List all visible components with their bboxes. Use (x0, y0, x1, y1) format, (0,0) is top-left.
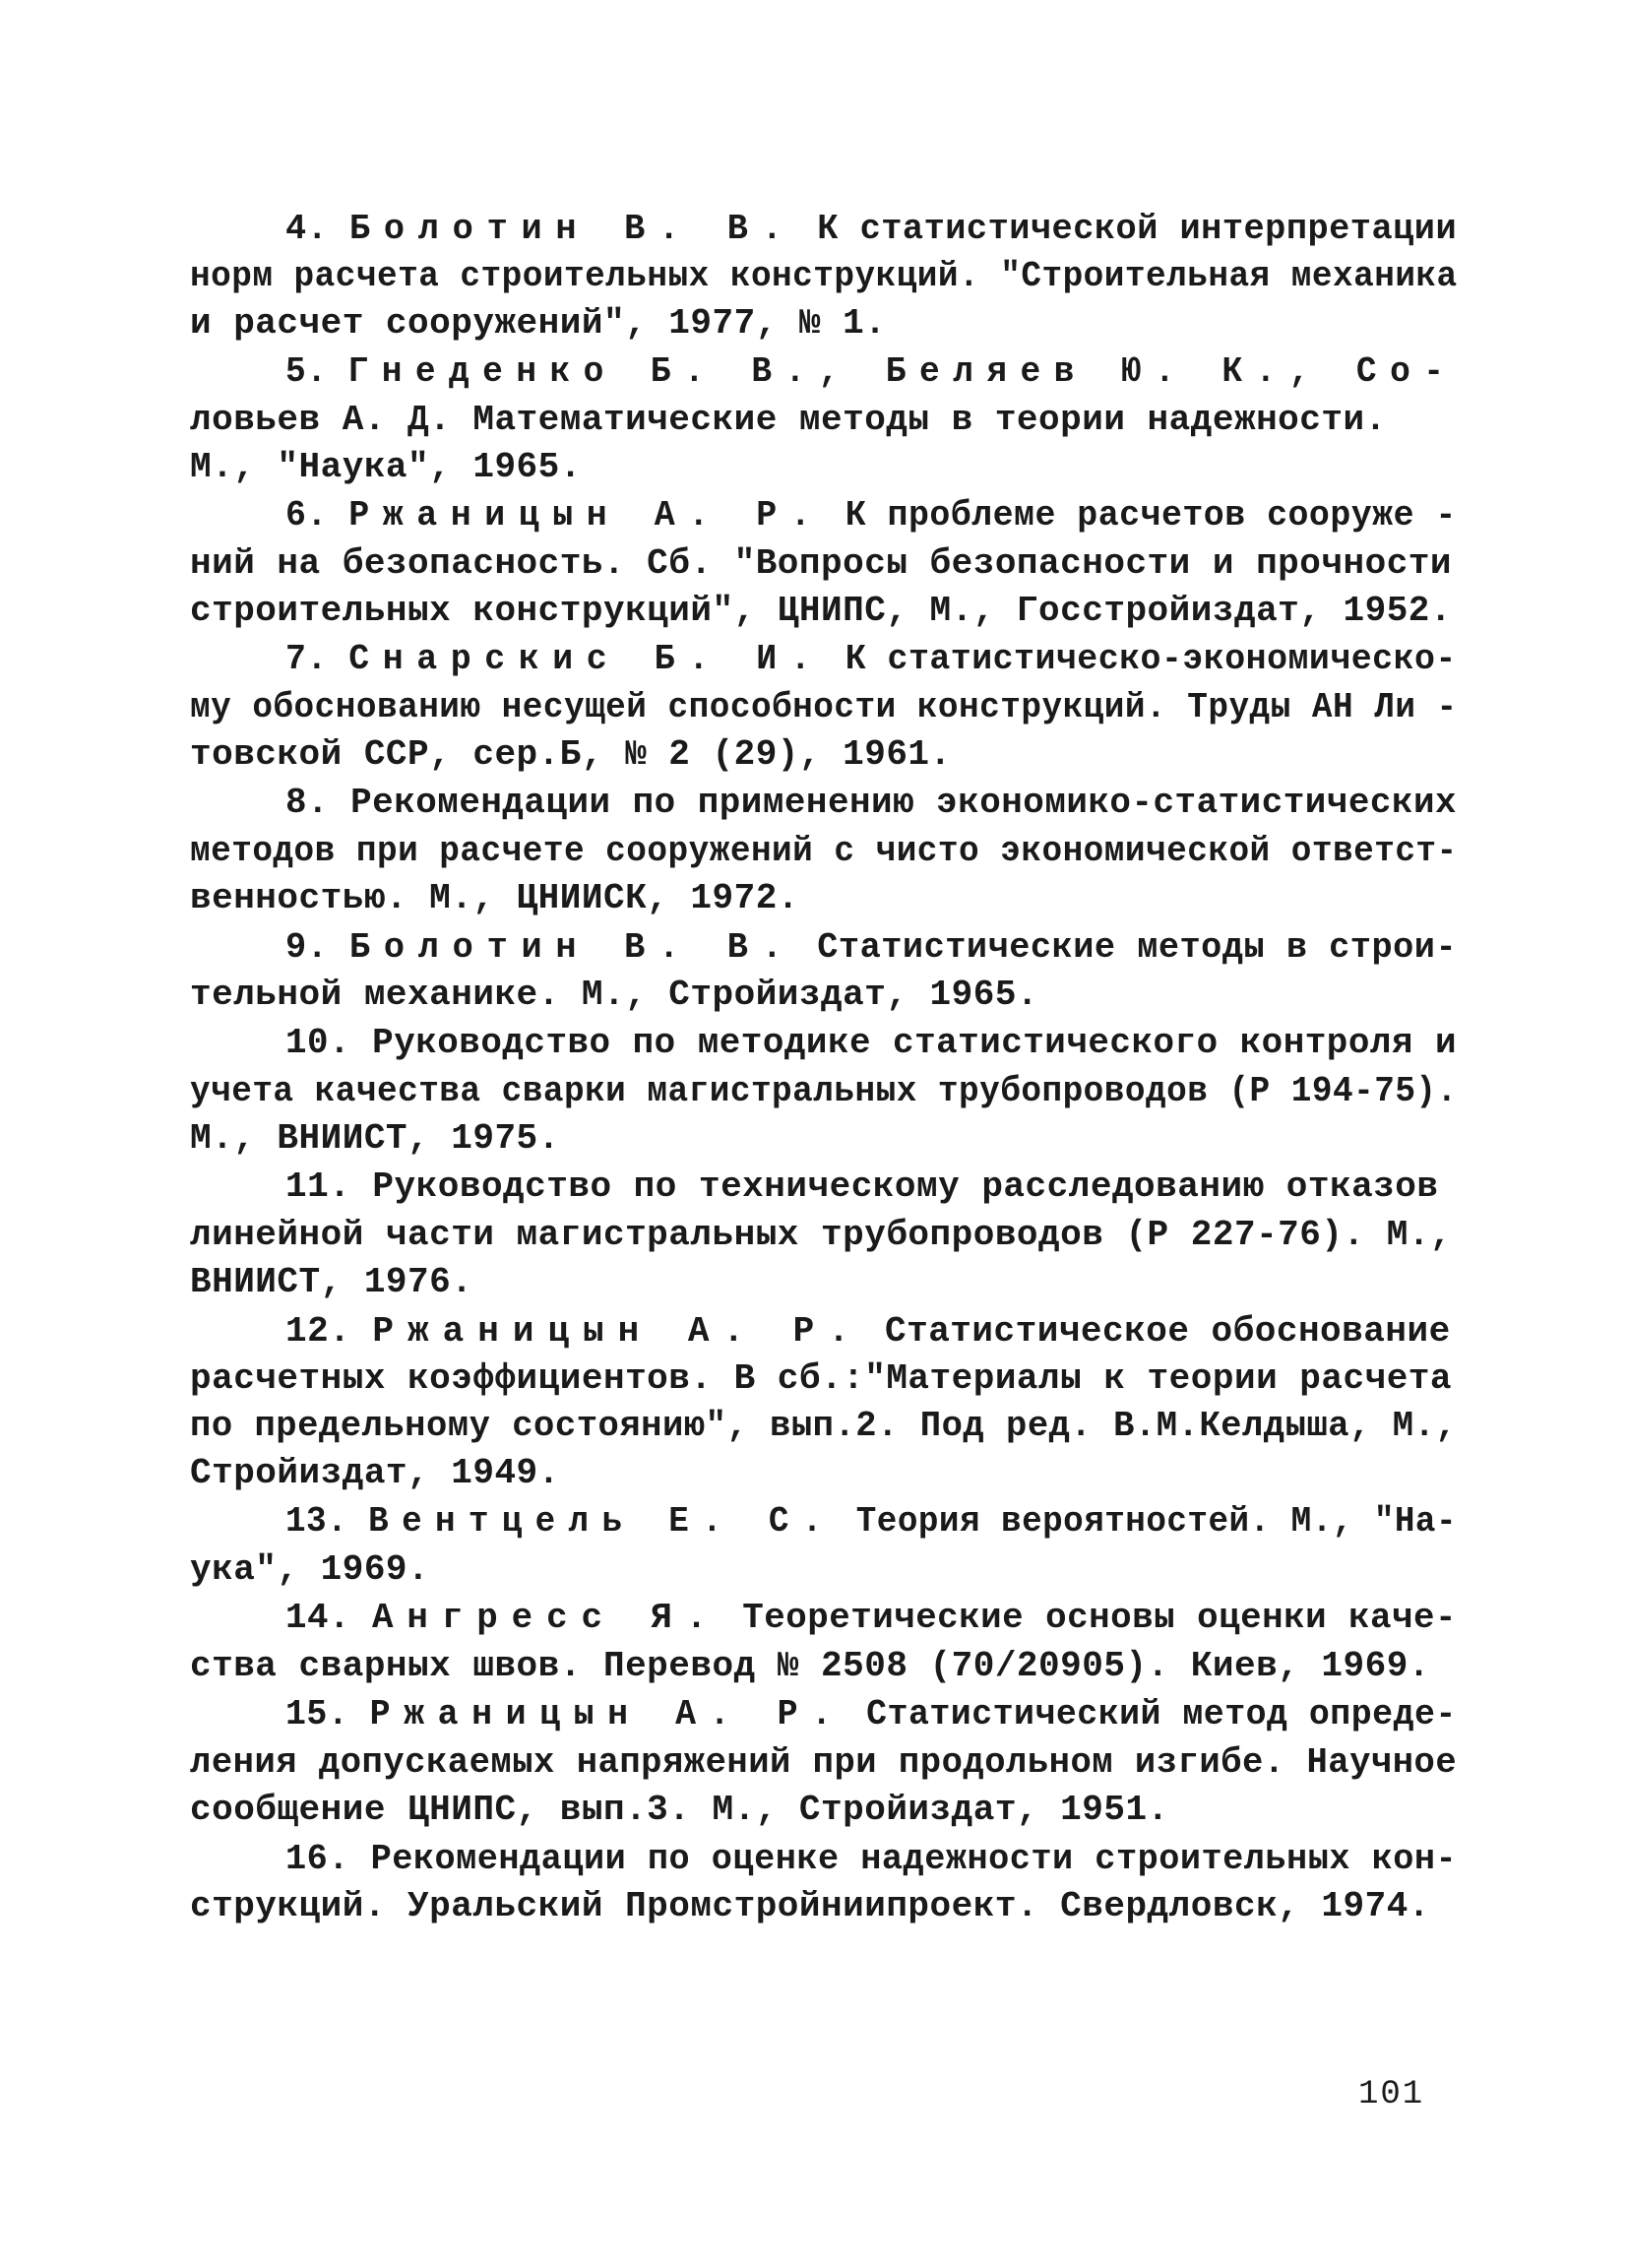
reference-line: товской ССР, сер.Б, № 2 (29), 1961. (190, 734, 952, 775)
reference-line: му обоснованию несущей способности конструкций. Труды АН Ли - (190, 687, 1458, 727)
reference-line (285, 637, 1457, 682)
reference-text: К статистической интерпретации (817, 209, 1458, 249)
reference-author: Гнеденко Б. В., Беляев Ю. К., Со- (347, 351, 1458, 392)
page-number: 101 (1358, 2076, 1425, 2113)
reference-text: Статистические методы в строи- (817, 927, 1458, 968)
reference-line: М., "Наука", 1965. (190, 447, 582, 487)
reference-text: Руководство по техническому расследованию отказов (372, 1166, 1439, 1207)
reference-author: Болотин В. В. (349, 209, 796, 249)
reference-line (285, 1837, 1457, 1882)
reference-number: 8. (285, 783, 330, 823)
reference-line: учета качества сварки магистральных трубопроводов (Р 194-75). (190, 1071, 1458, 1111)
reference-number: 11. (285, 1166, 351, 1207)
reference-number: 9. (285, 927, 329, 968)
reference-line: тельной механике. М., Стройиздат, 1965. (190, 975, 1039, 1015)
reference-line (285, 925, 1457, 971)
reference-line: линейной части магистральных трубопроводов (Р 227-76). М., (190, 1215, 1453, 1255)
reference-line (285, 1165, 1439, 1210)
reference-line: М., ВНИИСТ, 1975. (190, 1118, 560, 1159)
reference-author: Ржаницын А. Р. (369, 1694, 845, 1734)
reference-line: и расчет сооружений", 1977, № 1. (190, 303, 887, 344)
reference-line (285, 1596, 1457, 1641)
reference-number: 6. (285, 495, 328, 536)
reference-line: струкций. Уральский Промстройниипроект. Свердловск, 1974. (190, 1886, 1430, 1926)
reference-author: Ржаницын А. Р. (372, 1311, 863, 1352)
reference-author: Вентцель Е. С. (368, 1501, 836, 1542)
reference-line: венностью. М., ЦНИИСК, 1972. (190, 878, 799, 918)
reference-text: Рекомендации по применению экономико-статистических (350, 783, 1458, 823)
reference-text: Статистический метод опреде- (866, 1694, 1457, 1734)
reference-line (285, 1499, 1457, 1544)
reference-number: 5. (285, 351, 328, 392)
reference-number: 12. (285, 1311, 351, 1352)
reference-line: ний на безопасность. Сб. "Вопросы безопасности и прочности (190, 543, 1453, 584)
reference-line: сообщение ЦНИПС, вып.3. М., Стройиздат, 1951. (190, 1790, 1169, 1830)
reference-text: Теоретические основы оценки каче- (742, 1598, 1458, 1638)
reference-line (285, 493, 1457, 538)
reference-author: Ржаницын А. Р. (348, 495, 825, 536)
reference-line (285, 1692, 1457, 1737)
reference-line: ства сварных швов. Перевод № 2508 (70/20905). Киев, 1969. (190, 1646, 1430, 1686)
reference-line (285, 349, 1457, 395)
reference-number: 10. (285, 1023, 351, 1063)
reference-number: 14. (285, 1598, 350, 1638)
reference-number: 7. (285, 639, 328, 679)
reference-line: ука", 1969. (190, 1549, 430, 1590)
reference-line: Стройиздат, 1949. (190, 1453, 560, 1493)
reference-text: К проблеме расчетов сооруже - (845, 495, 1457, 536)
reference-line: методов при расчете сооружений с чисто экономической ответст- (190, 831, 1458, 871)
reference-number: 15. (285, 1694, 349, 1734)
reference-line (285, 1309, 1451, 1354)
reference-line: ловьев А. Д. Математические методы в теории надежности. (190, 400, 1387, 440)
reference-line: строительных конструкций", ЦНИПС, М., Госстройиздат, 1952. (190, 591, 1453, 631)
reference-text: Теория вероятностей. М., "На- (855, 1501, 1457, 1542)
reference-author: Болотин В. В. (349, 927, 796, 968)
reference-line (285, 207, 1457, 252)
reference-author: Снарскис Б. И. (348, 639, 825, 679)
reference-line: ВНИИСТ, 1976. (190, 1262, 473, 1302)
reference-number: 13. (285, 1501, 348, 1542)
reference-line (285, 781, 1457, 826)
reference-number: 16. (285, 1839, 349, 1879)
reference-line: по предельному состоянию", вып.2. Под ред. В.М.Келдыша, М., (190, 1406, 1458, 1446)
reference-text: Руководство по методике статистического контроля и (372, 1023, 1458, 1063)
reference-text: Статистическое обоснование (884, 1311, 1451, 1352)
reference-line: ления допускаемых напряжений при продольном изгибе. Научное (190, 1742, 1458, 1783)
reference-text: К статистическо-экономическо- (845, 639, 1457, 679)
reference-text: Рекомендации по оценке надежности строительных кон- (370, 1839, 1458, 1879)
reference-line: расчетных коэффициентов. В сб.:"Материалы к теории расчета (190, 1358, 1453, 1399)
reference-line (285, 1021, 1457, 1066)
reference-number: 4. (285, 209, 329, 249)
reference-line: норм расчета строительных конструкций. "Строительная механика (190, 256, 1458, 296)
reference-author: Ангресс Я. (371, 1598, 721, 1638)
